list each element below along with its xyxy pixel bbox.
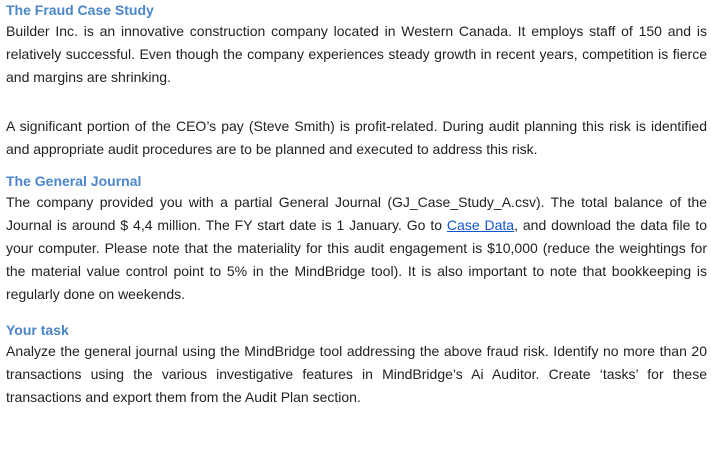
- paragraph-task-description: Analyze the general journal using the MindBridge tool addressing the above fraud risk. Identify no more than 20 transactions using the various investigative features in MindBridge’s Ai Auditor. Create ‘tasks’ for these transactions and export them from the Audit Plan section.: [6, 343, 707, 405]
- general-journal-text-before-link: The company provided you with a partial General Journal (GJ_Case_Study_A.csv). The total balance of the Journal is around $ 4,4 million. The FY start date is 1 January. Go to: [6, 194, 707, 233]
- paragraph-general-journal: [6, 191, 707, 306]
- general-journal-text-after-link: , and download the data file to your computer. Please note that the materiality for this audit engagement is $10,000 (reduce the weightings for the material value control point to 5% in the MindBridge tool). It is also important to note that bookkeeping is regularly done on weekends.: [6, 217, 707, 302]
- section-heading-your-task: Your task: [6, 322, 69, 338]
- case-data-link[interactable]: Case Data: [446, 217, 515, 233]
- spacer: [6, 161, 707, 171]
- spacer: [6, 89, 707, 115]
- paragraph-company-intro: Builder Inc. is an innovative construction company located in Western Canada. It employs staff of 150 and is relatively successful. Even though the company experiences steady growth in recent years, competition is fierce and margins are shrinking.: [6, 23, 707, 85]
- paragraph-ceo-pay-risk: A significant portion of the CEO’s pay (Steve Smith) is profit-related. During audit planning this risk is identified and appropriate audit procedures are to be planned and executed to address this risk.: [6, 118, 707, 157]
- spacer: [6, 306, 707, 320]
- section-heading-fraud-case-study: The Fraud Case Study: [6, 2, 154, 18]
- section-heading-general-journal: The General Journal: [6, 173, 142, 189]
